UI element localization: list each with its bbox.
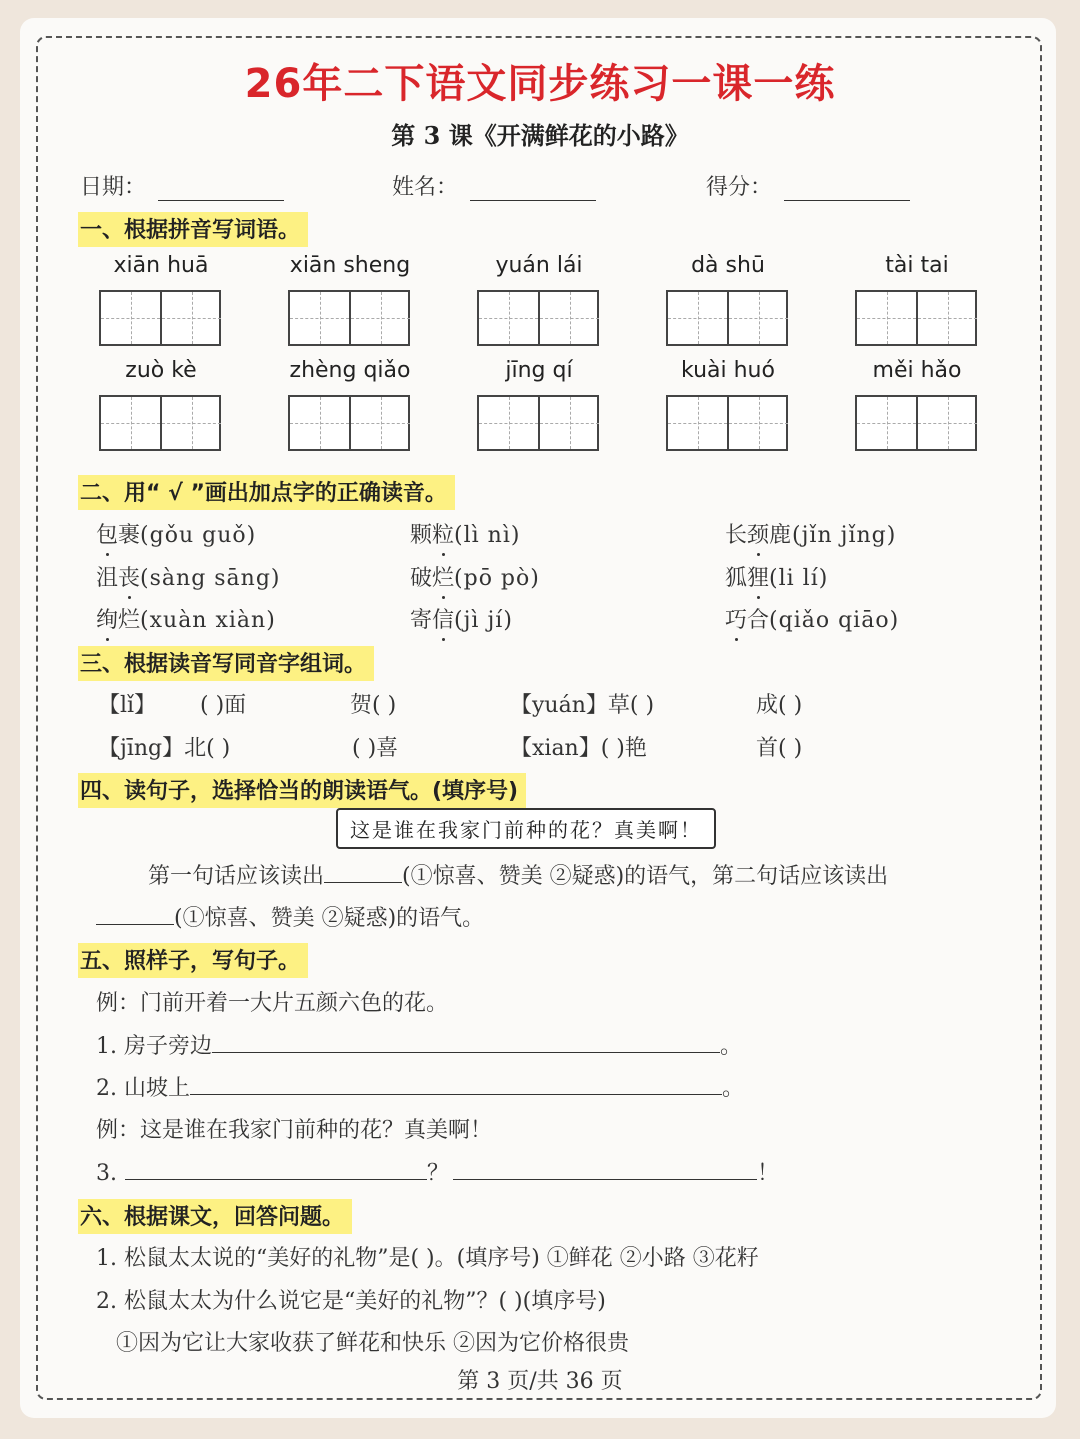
homophone-blank[interactable]: 贺( ) [350, 693, 397, 718]
section-6-heading: 六、根据课文，回答问题。 [78, 1199, 352, 1234]
homophone-blank[interactable]: 【jīng】北( ) [98, 736, 231, 761]
reading-options: (xuàn xiàn) [140, 608, 276, 633]
tone-question-line-2 [96, 901, 484, 932]
pinyin-label: dà shū [691, 253, 765, 278]
pinyin-label: kuài huó [681, 358, 775, 383]
answer-blank[interactable] [96, 902, 174, 925]
pinyin-label: xiān huā [113, 253, 209, 278]
pinyin-label: xiān sheng [289, 253, 411, 278]
example-sentence-2: 例：这是谁在我家门前种的花？真美啊！ [96, 1118, 493, 1143]
question-text: (①惊喜、赞美 ②疑惑)的语气，第二句话应该读出 [402, 864, 889, 889]
question-mark: ？ [427, 1161, 450, 1186]
sample-sentence-box: 这是谁在我家门前种的花？真美啊！ [336, 808, 716, 849]
name-field[interactable] [392, 170, 596, 201]
homophone-blank[interactable]: ( )喜 [352, 736, 399, 761]
pinyin-label: měi hǎo [872, 358, 962, 383]
writing-grid[interactable] [288, 290, 410, 346]
homophone-blank[interactable]: 【yuán】草( ) [510, 693, 655, 718]
reading-options: (jì jí) [454, 608, 513, 633]
score-blank[interactable] [784, 176, 910, 201]
reading-question-2-options: ①因为它让大家收获了鲜花和快乐 ②因为它价格很贵 [116, 1331, 629, 1356]
char: 寄 [410, 608, 433, 633]
char: 绚 [96, 608, 119, 633]
sentence-question-3 [96, 1156, 779, 1187]
reading-options: 鹿(jǐn jǐng) [769, 523, 897, 548]
reading-options: (lì nì) [454, 523, 521, 548]
writing-grid[interactable] [666, 290, 788, 346]
section-4-heading: 四、读句子，选择恰当的朗读语气。(填序号) [78, 773, 526, 808]
pinyin-label: yuán lái [495, 253, 583, 278]
reading-item[interactable] [96, 561, 281, 592]
reading-item[interactable] [725, 561, 828, 592]
homophone-blank[interactable]: 首( ) [756, 736, 803, 761]
reading-item[interactable] [725, 518, 896, 549]
char: 狸 [747, 566, 770, 591]
reading-question-2[interactable]: 2. 松鼠太太为什么说它是“美好的礼物”？( )(填序号) [96, 1289, 606, 1314]
question-text: 2. 山坡上 [96, 1076, 190, 1101]
page-number: 第 3 页/共 36 页 [457, 1369, 623, 1394]
homophone-blank[interactable]: 成( ) [756, 693, 803, 718]
name-blank[interactable] [470, 176, 596, 201]
reading-item[interactable] [410, 518, 520, 549]
question-text: (①惊喜、赞美 ②疑惑)的语气。 [174, 906, 485, 931]
reading-item[interactable] [725, 603, 899, 634]
answer-line[interactable] [212, 1030, 720, 1053]
sentence-question-2 [96, 1071, 744, 1102]
question-text: 1. 房子旁边 [96, 1034, 212, 1059]
score-label: 得分： [706, 175, 773, 200]
writing-grid[interactable] [666, 395, 788, 451]
char: 丧 [118, 566, 141, 591]
date-label: 日期： [80, 175, 147, 200]
char: 巧 [725, 608, 748, 633]
period: 。 [721, 1076, 744, 1101]
reading-item[interactable] [96, 518, 256, 549]
char: 长 [725, 523, 748, 548]
homophone-blank[interactable]: 【xian】( )艳 [510, 736, 647, 761]
reading-item[interactable] [410, 561, 540, 592]
homophone-blank[interactable]: ( )面 [200, 693, 247, 718]
question-text: 第一句话应该读出 [148, 864, 325, 889]
section-5-heading: 五、照样子，写句子。 [78, 943, 308, 978]
section-1-heading: 一、根据拼音写词语。 [78, 212, 308, 247]
reading-options: (gǒu guǒ) [140, 523, 257, 548]
sentence-question-1 [96, 1029, 742, 1060]
reading-options: (qiǎo qiāo) [769, 608, 900, 633]
name-label: 姓名： [392, 175, 459, 200]
writing-grid[interactable] [99, 290, 221, 346]
page-title: 26年二下语文同步练习一课一练 [244, 61, 836, 107]
char: 包 [96, 523, 119, 548]
example-sentence-1: 例：门前开着一大片五颜六色的花。 [96, 991, 449, 1016]
reading-options: (li lí) [769, 566, 829, 591]
char: 信 [432, 608, 455, 633]
reading-item[interactable] [410, 603, 513, 634]
char: 烂 [118, 608, 141, 633]
char: 裹 [118, 523, 141, 548]
reading-options: (sàng sāng) [140, 566, 281, 591]
char: 合 [747, 608, 770, 633]
homophone-key: 【lǐ】 [98, 693, 157, 718]
answer-blank[interactable] [324, 860, 402, 883]
lesson-subtitle: 第 3 课《开满鲜花的小路》 [391, 121, 689, 150]
char: 颗 [410, 523, 433, 548]
period: 。 [719, 1034, 742, 1059]
date-blank[interactable] [158, 176, 284, 201]
exclamation-mark: ！ [757, 1161, 780, 1186]
pinyin-label: jīng qí [505, 358, 573, 383]
answer-line[interactable] [125, 1157, 427, 1180]
score-field[interactable] [706, 170, 910, 201]
reading-options: (pō pò) [454, 566, 540, 591]
question-text: 3. [96, 1161, 117, 1186]
tone-question-line-1 [148, 859, 888, 890]
section-2-heading: 二、用“ √ ”画出加点字的正确读音。 [78, 475, 455, 510]
writing-grid[interactable] [477, 290, 599, 346]
pinyin-label: zhèng qiǎo [289, 358, 411, 383]
writing-grid[interactable] [855, 395, 977, 451]
answer-line[interactable] [190, 1072, 722, 1095]
reading-item[interactable] [96, 603, 276, 634]
date-field[interactable] [80, 170, 284, 201]
char: 沮 [96, 566, 119, 591]
char: 狐 [725, 566, 748, 591]
char: 粒 [432, 523, 455, 548]
pinyin-label: tài tai [885, 253, 949, 278]
char: 烂 [432, 566, 455, 591]
char: 颈 [747, 523, 770, 548]
pinyin-label: zuò kè [125, 358, 197, 383]
section-3-heading: 三、根据读音写同音字组词。 [78, 646, 374, 681]
writing-grid[interactable] [288, 395, 410, 451]
reading-question-1[interactable]: 1. 松鼠太太说的“美好的礼物”是( )。(填序号) ①鲜花 ②小路 ③花籽 [96, 1246, 759, 1271]
writing-grid[interactable] [855, 290, 977, 346]
writing-grid[interactable] [99, 395, 221, 451]
answer-line[interactable] [453, 1157, 757, 1180]
writing-grid[interactable] [477, 395, 599, 451]
char: 破 [410, 566, 433, 591]
